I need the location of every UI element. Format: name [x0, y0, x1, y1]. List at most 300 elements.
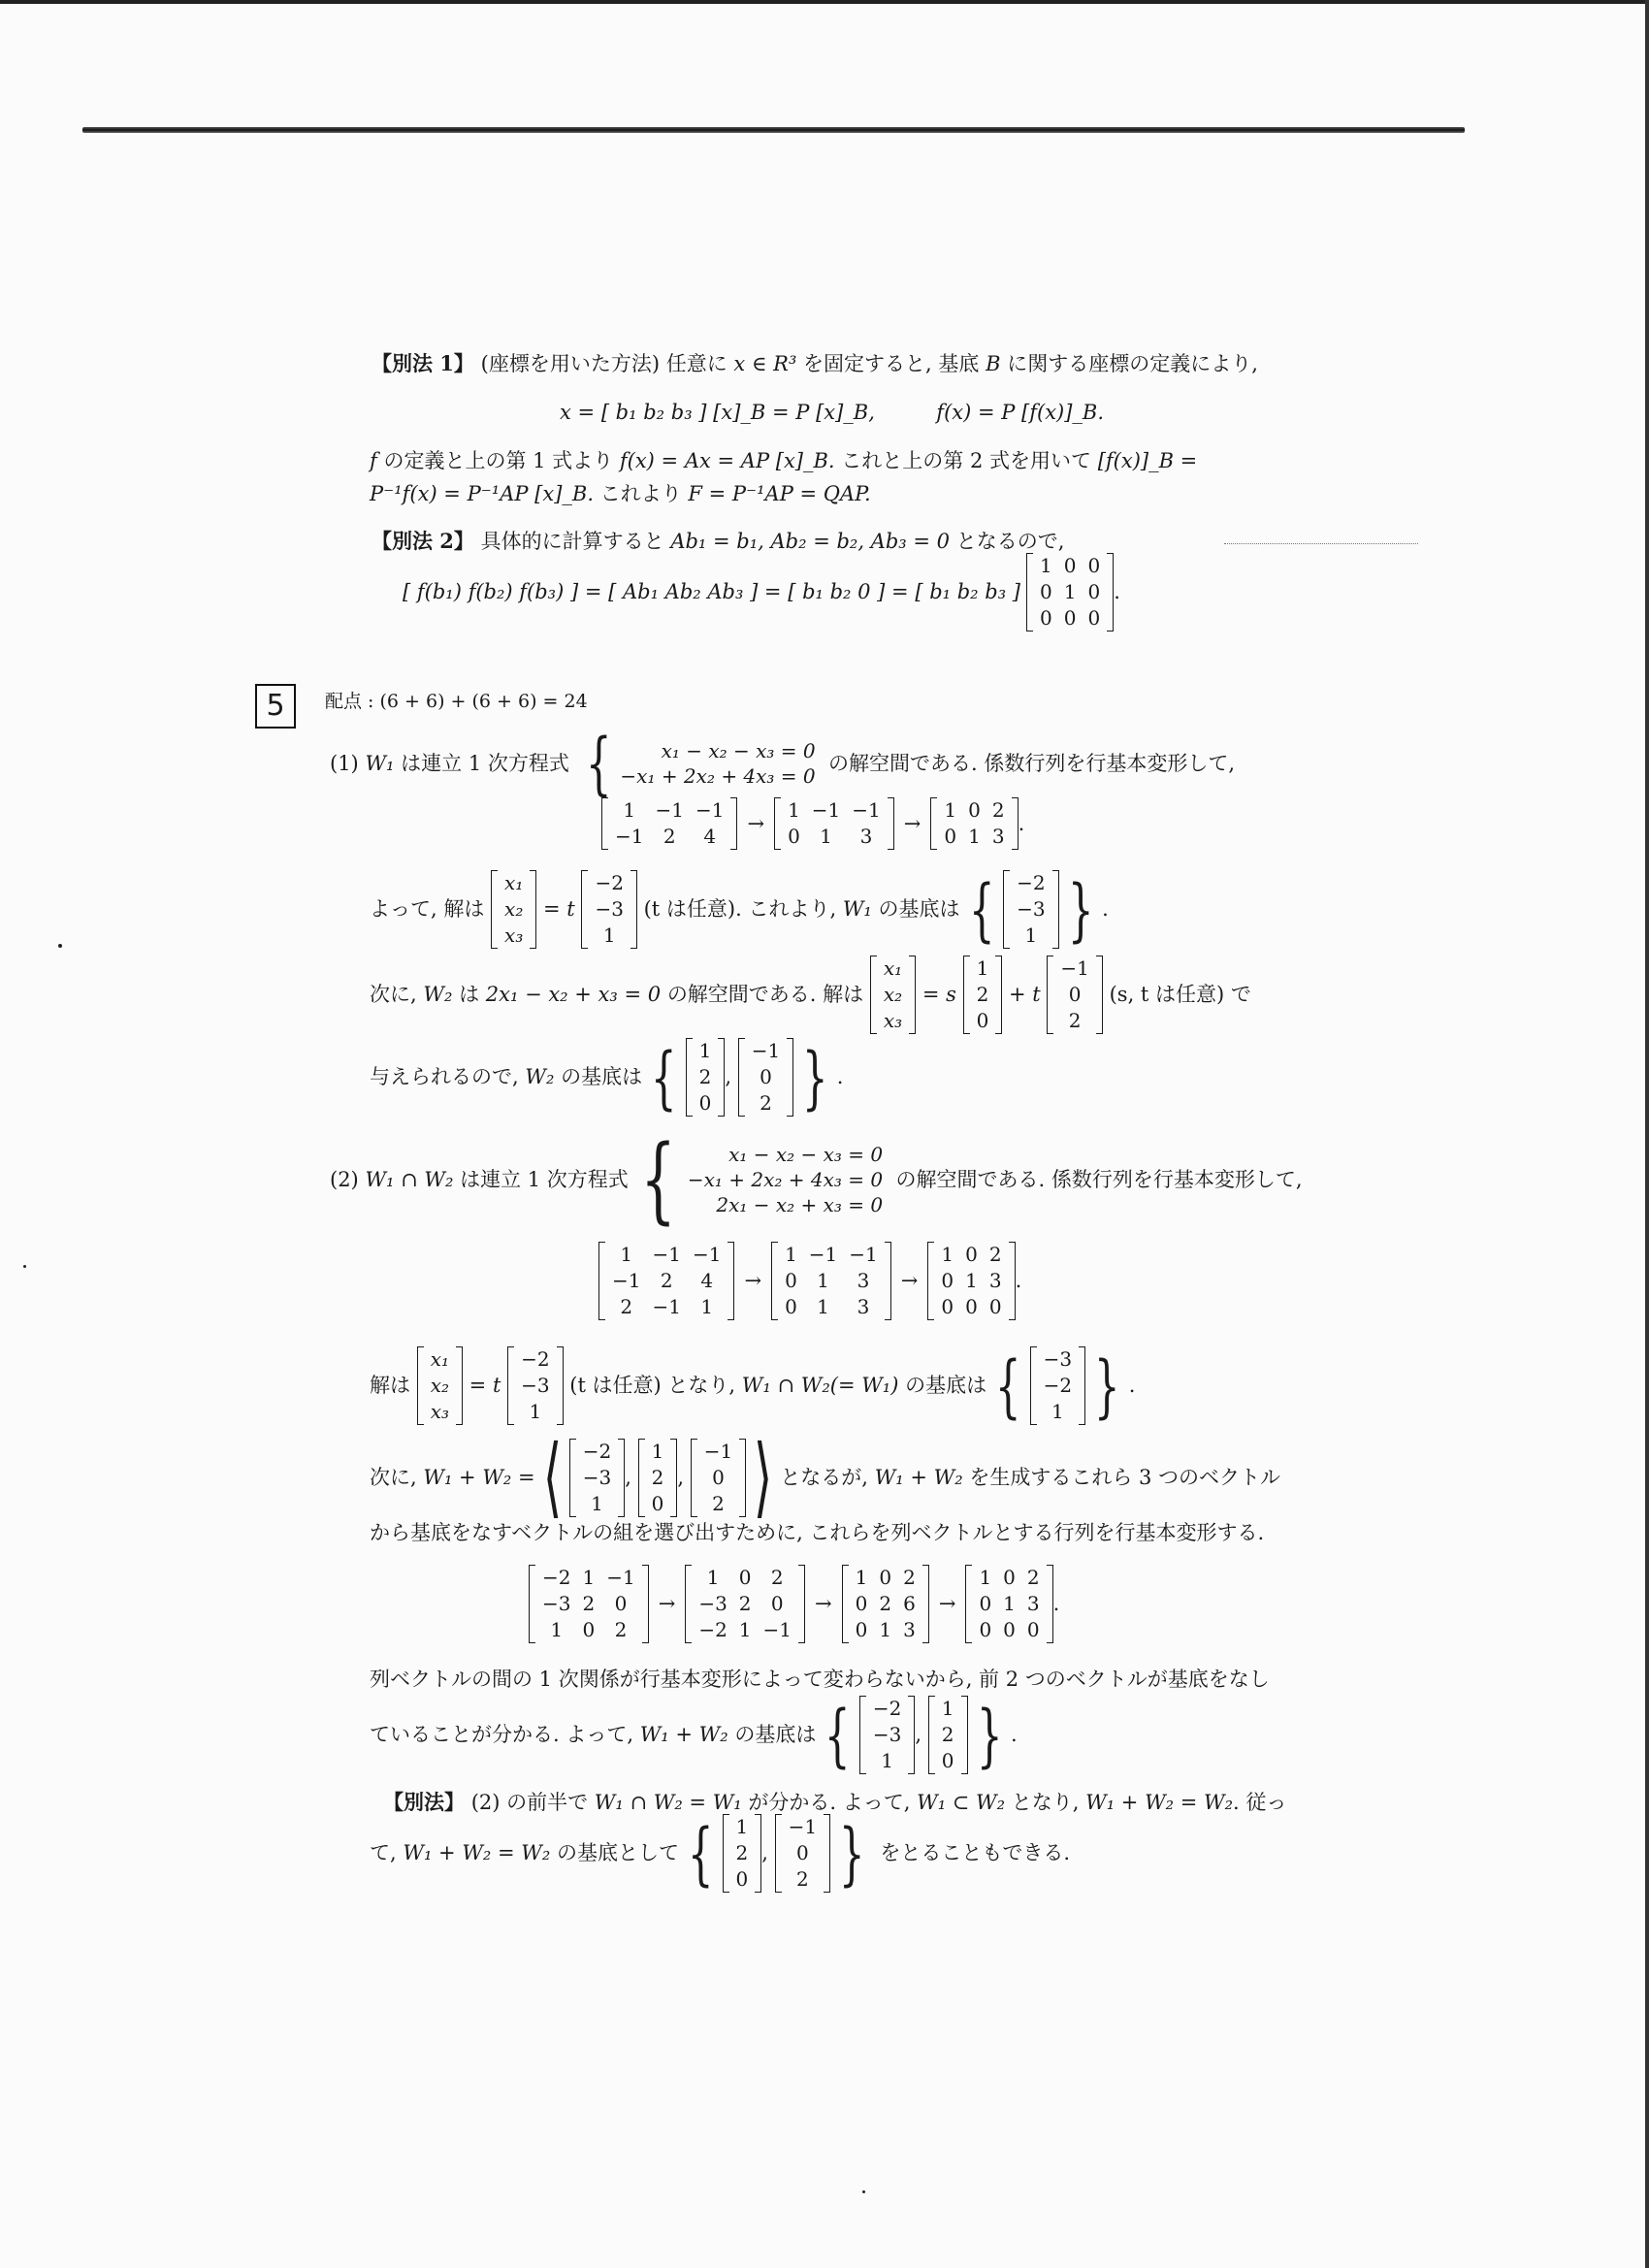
matrix-entry: −1 — [606, 1566, 635, 1589]
matrix-entry: −3 — [595, 897, 624, 921]
matrix-entry: −1 — [692, 1243, 722, 1266]
math-w1-cap-w2-is-w1: W₁ ∩ W₂ = W₁ — [594, 1791, 742, 1814]
matrix-entry: 0 — [1003, 1566, 1016, 1589]
comma: , — [625, 1465, 631, 1489]
p2-row-reduction — [598, 1242, 1021, 1320]
math-x-in-r3: x ∈ R³ — [733, 352, 797, 375]
vector-b — [723, 1814, 762, 1893]
matrix-table — [973, 1565, 1045, 1643]
period: . — [1011, 1723, 1018, 1747]
matrix-entry: 2 — [1026, 1566, 1040, 1589]
matrix-table — [935, 1242, 1007, 1320]
set-brace-open: { — [824, 1695, 851, 1775]
matrix-entry: 0 — [979, 1618, 992, 1641]
matrix-entry: 1 — [788, 798, 800, 822]
p2-solution — [370, 1346, 1135, 1425]
matrix-entry: 0 — [941, 1749, 954, 1772]
matrix-entry: 0 — [735, 1867, 749, 1891]
alt1-equation-row — [560, 400, 1104, 425]
scan-edge-top — [0, 0, 1649, 4]
p2-sum-d: から基底をなすベクトルの組を選び出すために, これらを列ベクトルとする行列を行基本変形する. — [370, 1521, 1265, 1544]
matrix-entry: 2 — [582, 1592, 596, 1615]
matrix-table — [938, 797, 1010, 850]
matrix-entry: 0 — [944, 825, 957, 848]
matrix-entry: x₃ — [883, 1009, 903, 1032]
alt1-line2-d: [f(x)]_B = — [1097, 449, 1198, 472]
alt1-line2-b: f(x) = Ax = AP [x]_B. — [619, 449, 835, 472]
matrix-entry: −2 — [582, 1439, 612, 1463]
matrix-entry: 4 — [700, 1269, 714, 1292]
matrix-entry: 0 — [1040, 606, 1052, 630]
arrow: → — [903, 811, 922, 835]
matrix-entry: 0 — [968, 798, 981, 822]
matrix-entry: −1 — [612, 1269, 641, 1292]
set-brace-open: { — [968, 869, 995, 950]
matrix-entry: 1 — [785, 1243, 797, 1266]
matrix-entry: 0 — [1063, 606, 1077, 630]
scan-speck — [23, 1265, 26, 1268]
matrix-entry: x₃ — [504, 923, 524, 947]
matrix-entry: x₁ — [430, 1347, 449, 1371]
p2-b: の解空間である. 係数行列を行基本変形して, — [895, 1167, 1303, 1191]
matrix-table — [425, 1346, 455, 1425]
matrix-table — [609, 797, 729, 850]
set-brace-open: { — [650, 1037, 677, 1118]
matrix-entry: 0 — [855, 1592, 868, 1615]
matrix-table — [499, 870, 529, 949]
matrix-entry: 0 — [788, 825, 800, 848]
matrix-entry: 1 — [968, 825, 981, 848]
matrix-entry: 0 — [1040, 580, 1052, 603]
comma: , — [677, 1465, 685, 1489]
matrix-entry: 4 — [703, 825, 717, 848]
matrix-entry: 1 — [698, 1039, 712, 1062]
matrix-entry: 2 — [976, 983, 989, 1006]
matrix-table — [1034, 553, 1106, 632]
p1-row-reduction — [601, 797, 1024, 850]
sys2-row3: 2x₁ − x₂ + x₃ = 0 — [716, 1193, 884, 1216]
scan-edge-right — [1645, 0, 1649, 2268]
alt1-line1 — [372, 351, 1258, 376]
matrix-entry: 6 — [903, 1592, 916, 1615]
matrix-entry: 2 — [903, 1566, 916, 1589]
matrix-entry: 1 — [820, 825, 832, 848]
matrix-table — [779, 1242, 884, 1320]
system-brace: { — [585, 724, 612, 803]
p1-w2-eq: 2x₁ − x₂ + x₃ = 0 — [485, 983, 662, 1007]
math-basis-b: B — [986, 352, 1001, 375]
alt-label: 【別法】 — [383, 1790, 465, 1814]
p2-col-c: の基底は — [734, 1723, 817, 1747]
alt-c: となり, — [1011, 1791, 1080, 1814]
matrix-entry: −1 — [652, 1243, 681, 1266]
p1-w2-c: の解空間である. 解は — [666, 983, 864, 1007]
matrix-entry: −1 — [808, 1243, 838, 1266]
math-plus-t: + t — [1009, 983, 1041, 1007]
matrix-entry: 2 — [796, 1867, 809, 1891]
matrix-entry: −1 — [655, 798, 684, 822]
matrix-entry: 3 — [857, 1269, 870, 1292]
matrix-entry: −1 — [652, 1295, 681, 1318]
matrix-entry: 0 — [941, 1295, 954, 1318]
vector-a — [581, 870, 636, 949]
vector-c — [738, 1038, 793, 1117]
matrix-entry: 1 — [738, 1618, 752, 1641]
matrix-entry: 0 — [965, 1295, 978, 1318]
matrix-table — [577, 1439, 617, 1517]
alt-g: をとることもできる. — [880, 1841, 1071, 1865]
matrix-entry: x₂ — [430, 1374, 449, 1397]
system-brace: { — [640, 1125, 676, 1234]
matrix-entry: 1 — [976, 956, 989, 980]
matrix-entry: 1 — [881, 1749, 894, 1772]
matrix-entry: 1 — [706, 1566, 720, 1589]
vector-x — [870, 956, 916, 1034]
alt1-line2-c: これと上の第 2 式を用いて — [841, 449, 1091, 472]
p1-sol-a: よって, 解は — [370, 897, 485, 922]
matrix-entry: 1 — [817, 1295, 829, 1318]
matrix-entry: −3 — [698, 1592, 728, 1615]
matrix-r2-c — [927, 1242, 1015, 1320]
alt2-equation — [403, 553, 1120, 632]
set-brace-close: } — [839, 1813, 865, 1894]
matrix-entry: 0 — [941, 1269, 954, 1292]
p2-col-basis — [370, 1696, 1018, 1774]
vector-a — [859, 1696, 915, 1774]
math-w1-cap-w2: W₁ ∩ W₂ — [365, 1167, 454, 1191]
math-w1-plus-w2-is-w2: W₁ + W₂ = W₂ — [403, 1841, 551, 1865]
alt1-line2 — [370, 448, 1197, 473]
p1-line1 — [330, 724, 1236, 803]
matrix-entry: 0 — [760, 1065, 772, 1088]
scan-speck — [58, 944, 62, 948]
p2-label: (2) — [330, 1167, 359, 1191]
score-line: 配点 : (6 + 6) + (6 + 6) = 24 — [325, 691, 588, 712]
p2-sum-a: 次に, — [370, 1465, 417, 1489]
matrix-r1-b — [774, 797, 894, 850]
matrix-r1-a — [601, 797, 737, 850]
matrix-entry: −2 — [595, 871, 624, 894]
matrix-table — [746, 1038, 786, 1117]
alt2-line1 — [372, 529, 1064, 554]
matrix-entry: 1 — [1040, 554, 1052, 577]
period: . — [1102, 897, 1109, 922]
span-angle-open: ⟨ — [542, 1426, 562, 1528]
matrix-entry: 2 — [620, 1295, 633, 1318]
matrix-entry: −3 — [521, 1374, 550, 1397]
matrix-entry: 0 — [979, 1592, 992, 1615]
matrix-r2-b — [771, 1242, 891, 1320]
matrix-table — [589, 870, 629, 949]
matrix-entry: 0 — [796, 1841, 809, 1864]
p1-sol-b: (t は任意). これより, — [643, 897, 837, 922]
matrix-entry: 1 — [529, 1400, 542, 1423]
comma: , — [915, 1723, 922, 1747]
math-w1: W₁ — [842, 897, 872, 922]
math-w2: W₂ — [423, 983, 453, 1007]
period: . — [836, 1065, 844, 1089]
matrix-table — [1011, 870, 1051, 949]
p1-w2-line — [370, 956, 1251, 1034]
matrix-entry: 0 — [1087, 606, 1101, 630]
matrix-entry: 0 — [988, 1295, 1002, 1318]
p1-w2-f: の基底は — [561, 1065, 643, 1089]
alt1-intro-b: を固定すると, 基底 — [803, 352, 980, 375]
matrix-table — [694, 1038, 718, 1117]
alt1-line3 — [370, 481, 871, 506]
matrix-entry: −2 — [698, 1618, 728, 1641]
matrix-entry: 0 — [770, 1592, 784, 1615]
matrix-entry: 0 — [698, 1091, 712, 1115]
matrix-entry: 2 — [614, 1618, 628, 1641]
matrix-entry: 2 — [651, 1465, 664, 1489]
period: . — [1018, 811, 1025, 835]
matrix-r2-a — [598, 1242, 734, 1320]
matrix-entry: 1 — [1063, 580, 1077, 603]
math-w1-plus-w2: W₁ + W₂ — [874, 1465, 963, 1489]
alt2-text-c: となるので, — [955, 530, 1065, 553]
matrix-table — [1054, 956, 1094, 1034]
p2-col-a: 列ベクトルの間の 1 次関係が行基本変形によって変わらないから, 前 2 つのベクトルが基底をなし — [370, 1668, 1270, 1691]
matrix-entry: 2 — [760, 1091, 772, 1115]
matrix-entry: 2 — [738, 1592, 752, 1615]
matrix-entry: 2 — [1068, 1009, 1082, 1032]
matrix-entry: 1 — [879, 1618, 892, 1641]
p2-a: は連立 1 次方程式 — [460, 1167, 629, 1191]
matrix-entry: 2 — [698, 1065, 712, 1088]
alt-a: (2) の前半で — [470, 1791, 589, 1814]
matrix-entry: −1 — [788, 1815, 818, 1838]
matrix-entry: −3 — [872, 1723, 902, 1746]
math-f: f — [370, 449, 377, 472]
matrix-entry: 0 — [1003, 1618, 1016, 1641]
alt2-text-b: Ab₁ = b₁, Ab₂ = b₂, Ab₃ = 0 — [670, 530, 951, 553]
alt2-text-a: 具体的に計算すると — [480, 530, 664, 553]
alt1-line3-a: P⁻¹f(x) = P⁻¹AP [x]_B. — [370, 482, 595, 505]
p1-w2-a: 次に, — [370, 983, 417, 1007]
math-eq-t: = t — [469, 1374, 501, 1398]
matrix-entry: 0 — [1087, 554, 1101, 577]
matrix-entry: 1 — [855, 1566, 868, 1589]
matrix-entry: 1 — [1051, 1400, 1064, 1423]
matrix-entry: 2 — [660, 1269, 673, 1292]
comma: , — [725, 1065, 732, 1089]
set-brace-close: } — [1067, 869, 1094, 950]
vector-a — [507, 1346, 563, 1425]
p1-sol-c: の基底は — [878, 897, 960, 922]
matrix-entry: 2 — [988, 1243, 1002, 1266]
vector-x — [417, 1346, 463, 1425]
math-w1-plus-w2: W₁ + W₂ — [639, 1723, 728, 1747]
matrix-entry: 0 — [738, 1566, 752, 1589]
matrix-entry: 2 — [735, 1841, 749, 1864]
period: . — [1128, 1374, 1136, 1398]
matrix-entry: 1 — [651, 1439, 664, 1463]
matrix-entry: x₂ — [504, 897, 524, 921]
matrix-entry: 1 — [944, 798, 957, 822]
vector-a — [1003, 870, 1058, 949]
set-brace-close: } — [802, 1037, 828, 1118]
set-brace-close: } — [976, 1695, 1003, 1775]
vector-a — [569, 1439, 625, 1517]
matrix-entry: −2 — [1043, 1374, 1073, 1397]
matrix-entry: 1 — [550, 1618, 564, 1641]
matrix-entry: 0 — [965, 1243, 978, 1266]
matrix-entry: 1 — [965, 1269, 978, 1292]
matrix-entry: 1 — [941, 1697, 954, 1720]
matrix-entry: −3 — [582, 1465, 612, 1489]
alt1-line3-c: F = P⁻¹AP = QAP. — [688, 482, 871, 505]
matrix-entry: 1 — [979, 1566, 992, 1589]
matrix-entry: 1 — [582, 1566, 596, 1589]
matrix-entry: −1 — [695, 798, 725, 822]
alt-f: の基底として — [556, 1841, 679, 1865]
matrix-entry: x₁ — [504, 871, 524, 894]
matrix-entry: 0 — [1026, 1618, 1040, 1641]
matrix-entry: 2 — [663, 825, 676, 848]
problem-number-box: 5 — [255, 684, 296, 729]
matrix-entry: −3 — [1017, 897, 1046, 921]
dotted-underline — [1224, 543, 1418, 544]
matrix-entry: −3 — [1043, 1347, 1073, 1371]
p2-sum-b: となるが, — [780, 1465, 868, 1489]
matrix-entry: 0 — [976, 1009, 989, 1032]
period: . — [1015, 1269, 1022, 1293]
matrix-entry: 0 — [785, 1295, 797, 1318]
sys2-row1: x₁ − x₂ − x₃ = 0 — [728, 1143, 884, 1166]
matrix-r1-c — [930, 797, 1018, 850]
vector-d — [1030, 1346, 1085, 1425]
matrix-entry: 1 — [817, 1269, 829, 1292]
matrix-entry: 0 — [712, 1465, 725, 1489]
matrix-entry: 1 — [623, 798, 636, 822]
alt1-eq2: f(x) = P [f(x)]_B. — [936, 401, 1105, 424]
period: . — [1052, 1592, 1060, 1616]
math-eq-t: = t — [543, 897, 575, 922]
matrix-entry: 1 — [1003, 1592, 1016, 1615]
math-w1: W₁ — [365, 751, 395, 775]
p1-w2-b: は — [459, 983, 480, 1007]
scan-speck — [862, 2190, 865, 2193]
period: . — [1114, 580, 1120, 604]
alt1-intro-a: 任意に — [665, 352, 728, 375]
alt-e: て, — [370, 1841, 397, 1865]
matrix-entry: −1 — [762, 1618, 792, 1641]
matrix-entry: x₂ — [883, 983, 903, 1006]
p2-sol-a: 解は — [370, 1374, 410, 1398]
matrix-entry: −1 — [615, 825, 644, 848]
p2-sol-c: の基底は — [905, 1374, 987, 1398]
matrix-entry: 0 — [879, 1566, 892, 1589]
matrix-entry: 0 — [1068, 983, 1082, 1006]
alt-b: が分かる. よって, — [748, 1791, 911, 1814]
matrix-entry: 1 — [620, 1243, 633, 1266]
vector-x — [491, 870, 536, 949]
matrix-entry: 1 — [591, 1491, 603, 1515]
matrix-entry: 1 — [1024, 923, 1038, 947]
matrix-table — [783, 1814, 823, 1893]
p1-label: (1) — [330, 751, 359, 775]
p1-a: は連立 1 次方程式 — [401, 751, 569, 775]
matrix-r3-c — [842, 1565, 929, 1643]
arrow: → — [815, 1592, 832, 1616]
matrix-entry: −1 — [703, 1439, 733, 1463]
matrix-entry: 0 — [855, 1618, 868, 1641]
matrix-entry: 2 — [991, 798, 1005, 822]
matrix-entry: −3 — [542, 1592, 571, 1615]
arrow: → — [900, 1269, 919, 1293]
matrix-entry: −2 — [872, 1697, 902, 1720]
matrix-table — [782, 797, 887, 850]
arrow: → — [658, 1592, 676, 1616]
sys1-row1: x₁ − x₂ − x₃ = 0 — [661, 739, 816, 762]
comma: , — [761, 1841, 768, 1865]
matrix-entry: 0 — [651, 1491, 664, 1515]
alt-d: . 従っ — [1233, 1791, 1287, 1814]
matrix-table — [730, 1814, 755, 1893]
matrix-entry: 0 — [614, 1592, 628, 1615]
p2-line1 — [330, 1125, 1303, 1234]
matrix-entry: −2 — [521, 1347, 550, 1371]
matrix-alt2-result — [1026, 553, 1114, 632]
vector-b — [928, 1696, 968, 1774]
math-w2: W₂ — [525, 1065, 555, 1089]
vector-b — [638, 1439, 678, 1517]
matrix-entry: x₁ — [883, 956, 903, 980]
p1-w2-basis — [370, 1038, 843, 1117]
vector-c — [691, 1439, 746, 1517]
vector-b — [686, 1038, 726, 1117]
matrix-entry: 2 — [712, 1491, 725, 1515]
matrix-table — [515, 1346, 555, 1425]
matrix-r3-b — [685, 1565, 805, 1643]
set-brace-open: { — [995, 1345, 1021, 1426]
system-2 — [688, 1142, 883, 1217]
system-1 — [620, 738, 815, 789]
span-angle-close: ⟩ — [754, 1426, 773, 1528]
matrix-entry: 0 — [582, 1618, 596, 1641]
alt1-line3-b: これより — [599, 482, 682, 505]
math-w1-plus-w2-eq: W₁ + W₂ = — [423, 1465, 535, 1489]
matrix-table — [606, 1242, 727, 1320]
matrix-table — [850, 1565, 922, 1643]
header-rule — [82, 127, 1465, 133]
matrix-entry: 1 — [700, 1295, 714, 1318]
p1-solution — [370, 870, 1109, 949]
math-eq-s: = s — [922, 983, 956, 1007]
matrix-entry: 1 — [941, 1243, 954, 1266]
p2-sol-b: (t は任意) となり, — [569, 1374, 736, 1398]
alt1-eq1: [ b₁ b₂ b₃ ] [x]_B = P [x]_B, — [600, 401, 875, 424]
alt-line1 — [383, 1790, 1286, 1815]
alt2-label: 【別法 2】 — [372, 529, 474, 553]
alt1-title: (座標を用いた方法) — [480, 352, 661, 375]
arrow: → — [747, 811, 765, 835]
vector-c — [1047, 956, 1102, 1034]
matrix-entry: 3 — [1026, 1592, 1040, 1615]
vector-c — [775, 1814, 830, 1893]
alt-line2 — [370, 1814, 1070, 1893]
matrix-table — [536, 1565, 641, 1643]
matrix-entry: −1 — [751, 1039, 781, 1062]
sys1-row2: −x₁ + 2x₂ + 4x₃ = 0 — [620, 764, 816, 788]
matrix-entry: 0 — [1063, 554, 1077, 577]
p1-b: の解空間である. 係数行列を行基本変形して, — [828, 751, 1236, 775]
math-w1-cap-w2-eq-w1: W₁ ∩ W₂(= W₁) — [741, 1374, 899, 1398]
math-w1-sub-w2: W₁ ⊂ W₂ — [917, 1791, 1006, 1814]
matrix-entry: 3 — [859, 825, 873, 848]
matrix-entry: −2 — [542, 1566, 571, 1589]
